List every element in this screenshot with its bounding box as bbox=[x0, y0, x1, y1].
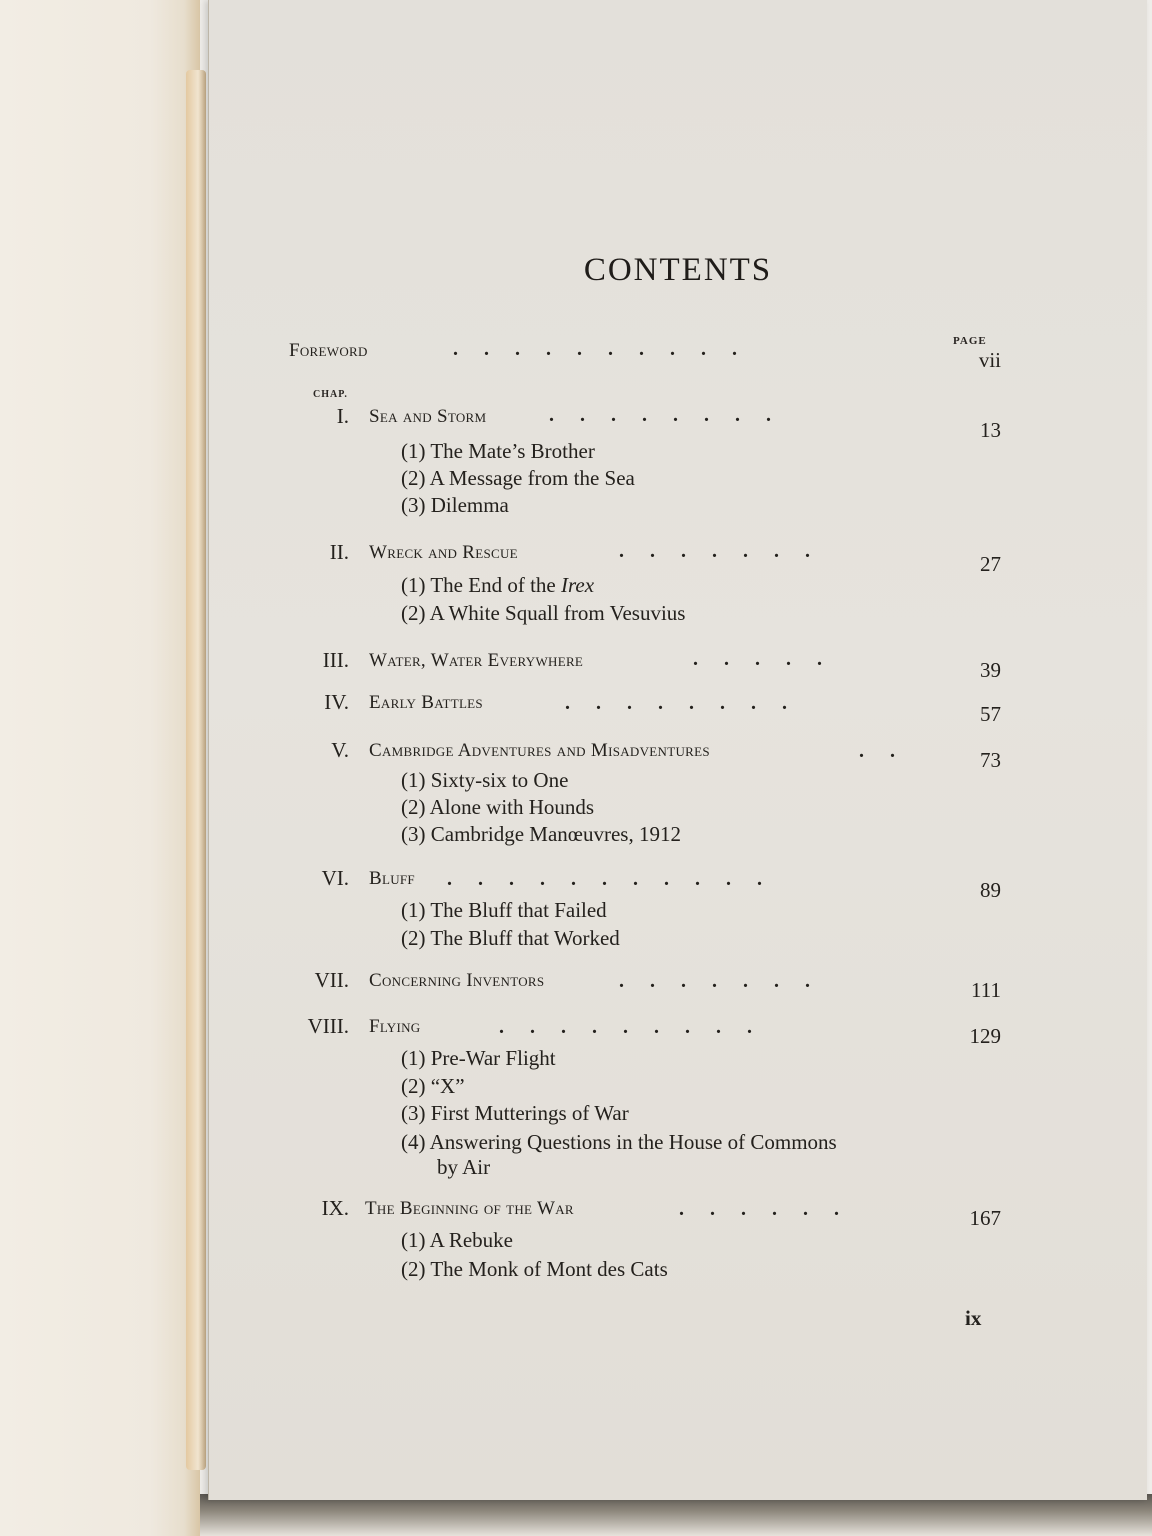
chapter-title: Wreck and Rescue bbox=[369, 542, 518, 563]
subsection: (2) Alone with Hounds bbox=[401, 795, 595, 819]
foreword-page: vii bbox=[978, 348, 1001, 372]
chapter-title: Bluff bbox=[369, 868, 415, 889]
subsection: (2) A Message from the Sea bbox=[401, 466, 635, 490]
subsection: (1) A Rebuke bbox=[401, 1228, 513, 1252]
subsection: (1) The Bluff that Failed bbox=[401, 898, 607, 922]
chapter-number: VII. bbox=[314, 968, 349, 992]
leader-dots: ........... bbox=[447, 868, 788, 890]
chapter-title: Cambridge Adventures and Misadventures bbox=[369, 740, 710, 761]
chapter-title: Concerning Inventors bbox=[369, 970, 545, 991]
chapter-page: 89 bbox=[980, 878, 1001, 902]
chapter-page: 27 bbox=[980, 552, 1001, 576]
chapter-page: 39 bbox=[980, 658, 1001, 682]
chapter-page: 73 bbox=[980, 748, 1001, 772]
bottom-shadow bbox=[200, 1494, 1152, 1536]
chapter-title: Early Battles bbox=[369, 692, 483, 713]
leader-dots: ....... bbox=[619, 540, 836, 562]
subsection-prefix: (1) The End of the bbox=[401, 573, 561, 597]
page-column-label: PAGE bbox=[953, 335, 987, 347]
subsection: (3) Cambridge Manœuvres, 1912 bbox=[401, 822, 681, 846]
chapter-number: VI. bbox=[321, 866, 349, 890]
leader-dots: ........ bbox=[565, 692, 813, 714]
chapter-number: IV. bbox=[324, 690, 349, 714]
subsection-continuation: by Air bbox=[437, 1155, 491, 1179]
page-edge bbox=[186, 70, 206, 1470]
subsection: (2) The Monk of Mont des Cats bbox=[401, 1257, 668, 1281]
chapter-number: VIII. bbox=[307, 1014, 349, 1038]
page-title: CONTENTS bbox=[583, 252, 773, 288]
contents-page bbox=[208, 0, 1147, 1500]
left-page bbox=[0, 0, 200, 1536]
subsection: (1) The Mate’s Brother bbox=[401, 439, 595, 463]
subsection: (3) Dilemma bbox=[401, 493, 509, 517]
leader-dots: ....... bbox=[619, 970, 836, 992]
leader-dots: ......... bbox=[499, 1016, 778, 1038]
chapter-title: Water, Water Everywhere bbox=[369, 650, 584, 671]
chapter-title: Flying bbox=[369, 1016, 421, 1037]
chapter-number: III. bbox=[322, 648, 349, 672]
foreword-label: Foreword bbox=[289, 340, 368, 361]
page-number: ix bbox=[965, 1306, 982, 1330]
chapter-column-label: CHAP. bbox=[313, 389, 348, 400]
subsection bbox=[401, 573, 594, 598]
chapter-page: 13 bbox=[980, 418, 1001, 442]
ship-name: Irex bbox=[560, 573, 595, 597]
subsection: (2) A White Squall from Vesuvius bbox=[401, 601, 686, 625]
leader-dots: .......... bbox=[453, 338, 763, 360]
chapter-page: 167 bbox=[969, 1206, 1001, 1230]
subsection: (4) Answering Questions in the House of Commons bbox=[401, 1130, 837, 1154]
subsection: (3) First Mutterings of War bbox=[401, 1101, 629, 1125]
chapter-page: 57 bbox=[980, 702, 1001, 726]
subsection: (1) Pre-War Flight bbox=[401, 1046, 556, 1070]
chapter-number: II. bbox=[329, 540, 349, 564]
chapter-page: 129 bbox=[969, 1024, 1001, 1048]
subsection: (2) The Bluff that Worked bbox=[401, 926, 620, 950]
leader-dots: ........ bbox=[549, 404, 797, 426]
leader-dots: ...... bbox=[679, 1198, 865, 1220]
chapter-title: Sea and Storm bbox=[369, 406, 487, 427]
chapter-number: IX. bbox=[321, 1196, 349, 1220]
subsection: (1) Sixty-six to One bbox=[401, 768, 569, 792]
chapter-number: V. bbox=[331, 738, 349, 762]
subsection: (2) “X” bbox=[401, 1074, 465, 1098]
leader-dots: .. bbox=[859, 740, 921, 762]
chapter-number: I. bbox=[336, 404, 349, 428]
leader-dots: ..... bbox=[693, 648, 848, 670]
chapter-page: 111 bbox=[971, 978, 1001, 1002]
chapter-title: The Beginning of the War bbox=[365, 1198, 574, 1219]
